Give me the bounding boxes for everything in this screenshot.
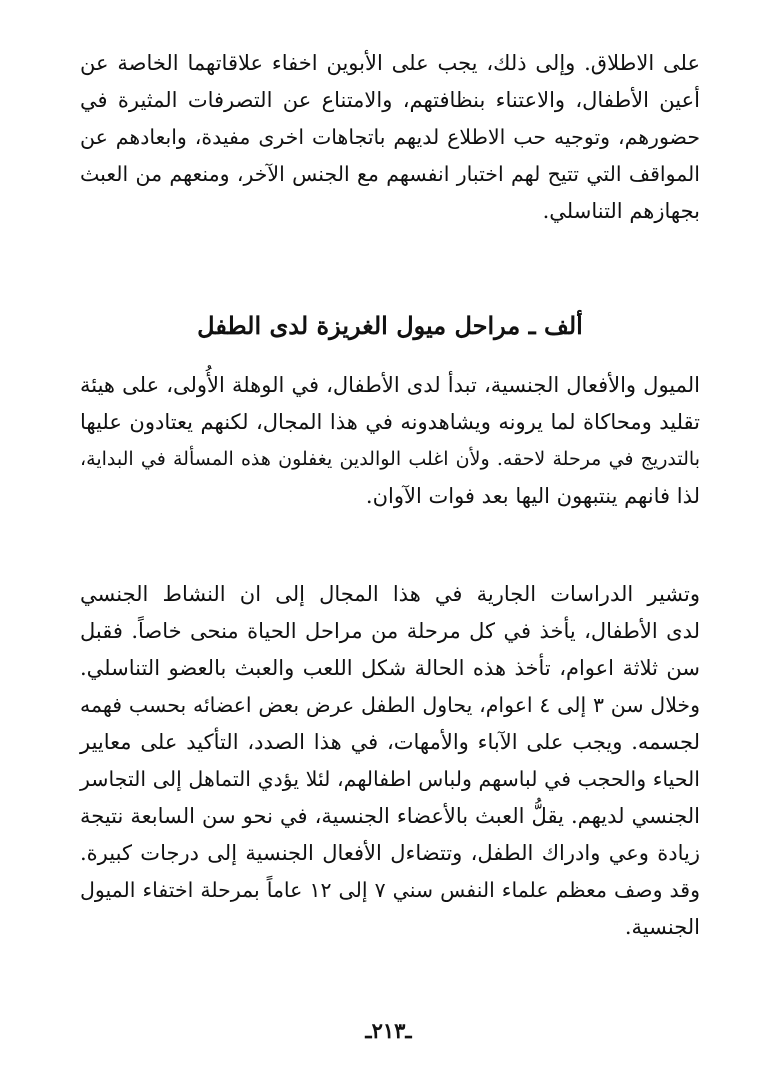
text-line: الميول والأفعال الجنسية، تبدأ لدى الأطفال، في الوهلة الأُولى، على هيئة — [80, 373, 700, 397]
text-line: سن ثلاثة اعوام، تأخذ هذه الحالة شكل اللعب والعبث بالعضو التناسلي. — [80, 656, 700, 680]
text-line: زيادة وعي وادراك الطفل، وتتضاءل الأفعال الجنسية إلى درجات كبيرة. — [80, 841, 700, 865]
page-number: ـ٢١٣ـ — [365, 1018, 412, 1043]
paragraph-3 — [80, 576, 700, 946]
text-line: الجنسي لديهم. يقلُّ العبث بالأعضاء الجنسية، في نحو سن السابعة نتيجة — [80, 804, 700, 828]
section-heading: ألف ـ مراحل ميول الغريزة لدى الطفل — [197, 311, 583, 340]
text-line: تقليد ومحاكاة لما يرونه ويشاهدونه في هذا المجال، لكنهم يعتادون عليها — [80, 410, 700, 434]
text-line: على الاطلاق. وإلى ذلك، يجب على الأبوين اخفاء علاقاتهما الخاصة عن — [80, 51, 700, 75]
text-line: بجهازهم التناسلي. — [542, 199, 700, 223]
text-line: لدى الأطفال، يأخذ في كل مرحلة من مراحل الحياة منحى خاصاً. فقبل — [80, 619, 700, 643]
text-line: لذا فانهم ينتبهون اليها بعد فوات الآوان. — [365, 484, 700, 508]
paragraph-2 — [80, 367, 700, 515]
text-line: المواقف التي تتيح لهم اختبار انفسهم مع الجنس الآخر، ومنعهم من العبث — [80, 162, 700, 186]
paragraph-1 — [80, 45, 700, 230]
text-line: حضورهم، وتوجيه حب الاطلاع لديهم باتجاهات اخرى مفيدة، وابعادهم عن — [80, 125, 700, 149]
text-line: أعين الأطفال، والاعتناء بنظافتهم، والامتناع عن التصرفات المثيرة في — [80, 88, 700, 112]
text-line: الحياء والحجب في لباسهم ولباس اطفالهم، لئلا يؤدي التماهل إلى التجاسر — [80, 767, 700, 791]
text-line: لجسمه. ويجب على الآباء والأمهات، في هذا الصدد، التأكيد على معايير — [80, 730, 700, 754]
text-line: وخلال سن ٣ إلى ٤ اعوام، يحاول الطفل عرض بعض اعضائه بحسب فهمه — [80, 693, 701, 717]
text-line: الجنسية. — [624, 915, 700, 939]
text-line: وقد وصف معظم علماء النفس سني ٧ إلى ١٢ عاماً بمرحلة اختفاء الميول — [80, 878, 700, 902]
text-line: وتشير الدراسات الجارية في هذا المجال إلى ان النشاط الجنسي — [80, 582, 700, 606]
text-line: بالتدريج في مرحلة لاحقه. ولأن اغلب الوالدين يغفلون هذه المسألة في البداية، — [80, 448, 700, 470]
